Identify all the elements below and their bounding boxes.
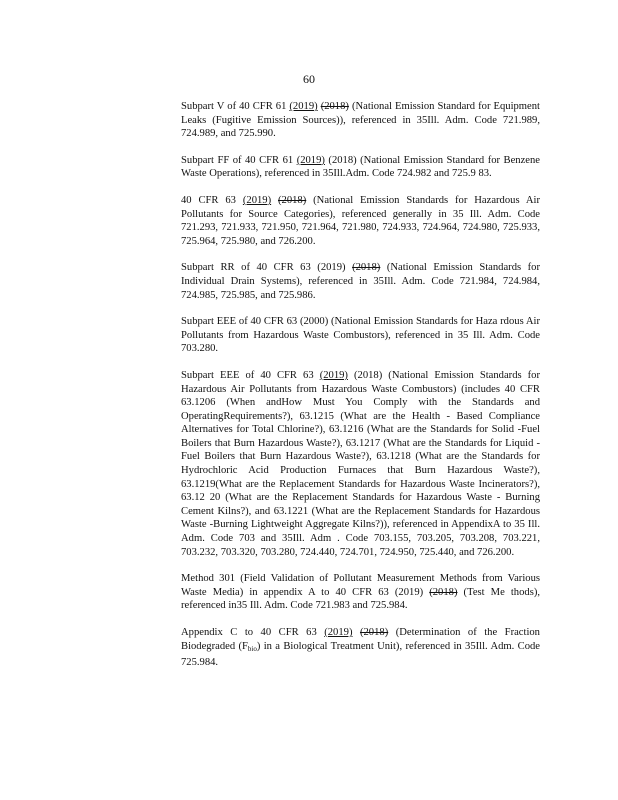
entry-text: (Test Me thods), referenced in35 Ill. Adm. Code 721.983 and 725.984.	[181, 586, 540, 612]
incorporation-entry-5	[181, 315, 540, 356]
deleted-text: (2018)	[429, 586, 458, 598]
entry-text: ) in a Biological Treatment Unit), referenced in 35Ill. Adm. Code 725.984.	[181, 640, 540, 669]
inserted-text: (2019)	[319, 369, 348, 381]
page-number: 60	[303, 72, 315, 86]
deleted-text: (2018)	[278, 194, 307, 206]
entry-text: 40 CFR 63	[181, 194, 243, 206]
entry-text: (2018) (National Emission Standard for Benzene Waste Operations), referenced in 35Ill.Adm. Code 724.982 and 725.9 83.	[181, 154, 540, 180]
inserted-text: (2019)	[296, 154, 325, 166]
deleted-text: (2018)	[359, 627, 389, 638]
incorporation-entry-7	[181, 572, 540, 613]
entry-text: Method 301 (Field Validation of Pollutant Measurement Methods from Various Waste Media) in appendix A to 40 CFR 63 (2019)	[181, 573, 540, 598]
entry-text: Subpart FF of 40 CFR 61	[181, 154, 297, 166]
incorporation-entry-2	[181, 154, 540, 181]
entry-text: Appendix C to 40 CFR 63	[181, 627, 325, 638]
inserted-text: (2019)	[324, 627, 353, 638]
entry-text: Subpart RR of 40 CFR 63 (2019)	[181, 262, 353, 274]
subscript-text: bio	[247, 644, 257, 653]
entry-text: (National Emission Standards for Hazardous Air Pollutants for Source Categories), referenced generally in 35 Ill. Adm. Code 721.293, 721.933, 721.950, 721.964, 721.980, 724.933, 724.964, 724.980, 725.933, 725.964, 725.980, and 726.200.	[181, 194, 540, 247]
entry-text: Subpart V of 40 CFR 61	[181, 101, 290, 112]
entry-text: Subpart EEE of 40 CFR 63 (2000) (National Emission Standards for Haza rdous Air Pollutants from Hazardous Waste Combustors), referenced in 35 Ill. Adm. Code 703.280.	[181, 316, 540, 355]
entry-text	[352, 627, 360, 638]
deleted-text: (2018)	[320, 101, 349, 112]
incorporation-entry-8	[181, 626, 540, 670]
entry-text	[271, 195, 278, 206]
entry-text: (National Emission Standards for Individual Drain Systems), referenced in 35Ill. Adm. Code 721.984, 724.984, 724.985, 725.985, and 725.986.	[181, 262, 540, 301]
document-body	[181, 100, 540, 683]
entry-text: (Determination of the Fraction Biodegraded (F	[181, 627, 540, 652]
inserted-text: (2019)	[289, 101, 318, 112]
incorporation-entry-6	[181, 369, 540, 559]
incorporation-entry-3	[181, 194, 540, 248]
entry-text: Subpart EEE of 40 CFR 63	[181, 369, 320, 381]
inserted-text: (2019)	[242, 194, 272, 206]
incorporation-entry-4	[181, 261, 540, 302]
entry-text: (National Emission Standard for Equipment Leaks (Fugitive Emission Sources)), referenced in 35Ill. Adm. Code 721.989, 724.989, and 725.990.	[181, 101, 540, 140]
deleted-text: (2018)	[352, 262, 381, 274]
entry-text: (2018) (National Emission Standards for Hazardous Air Pollutants from Hazardous Waste Combustors) (includes 40 CFR 63.1206 (When andHow Must You Comply with the Standards and OperatingRequirements?), 63.1215 (What are the Health - Based Compliance Alternatives for Total Chlorine?), 63.1216 (What are the Standards for Solid -Fuel Boilers that Burn Hazardous Waste?), 63.1217 (What are the Standards for Liquid -Fuel Boilers that Burn Hazardous Waste?), 63.1218 (What are the Standards for Hydrochloric Acid Production Furnaces that Burn Hazardous Waste?), 63.1219(What are the Replacement Standards for Hazardous Waste Incinerators?), 63.12 20 (What are the Replacement Standards for Hazardous Waste - Burning Cement Kilns?), and 63.1221 (What are the Replacement Standards for Hazardous Waste -Burning Lightweight Aggregate Kilns?)), referenced in AppendixA to 35 Ill. Adm. Code 703 and 35Ill. Adm . Code 703.155, 703.205, 703.208, 703.221, 703.232, 703.320, 703.280, 724.440, 724.701, 724.950, 725.440, and 726.200.	[181, 369, 541, 558]
incorporation-entry-1	[181, 100, 540, 141]
